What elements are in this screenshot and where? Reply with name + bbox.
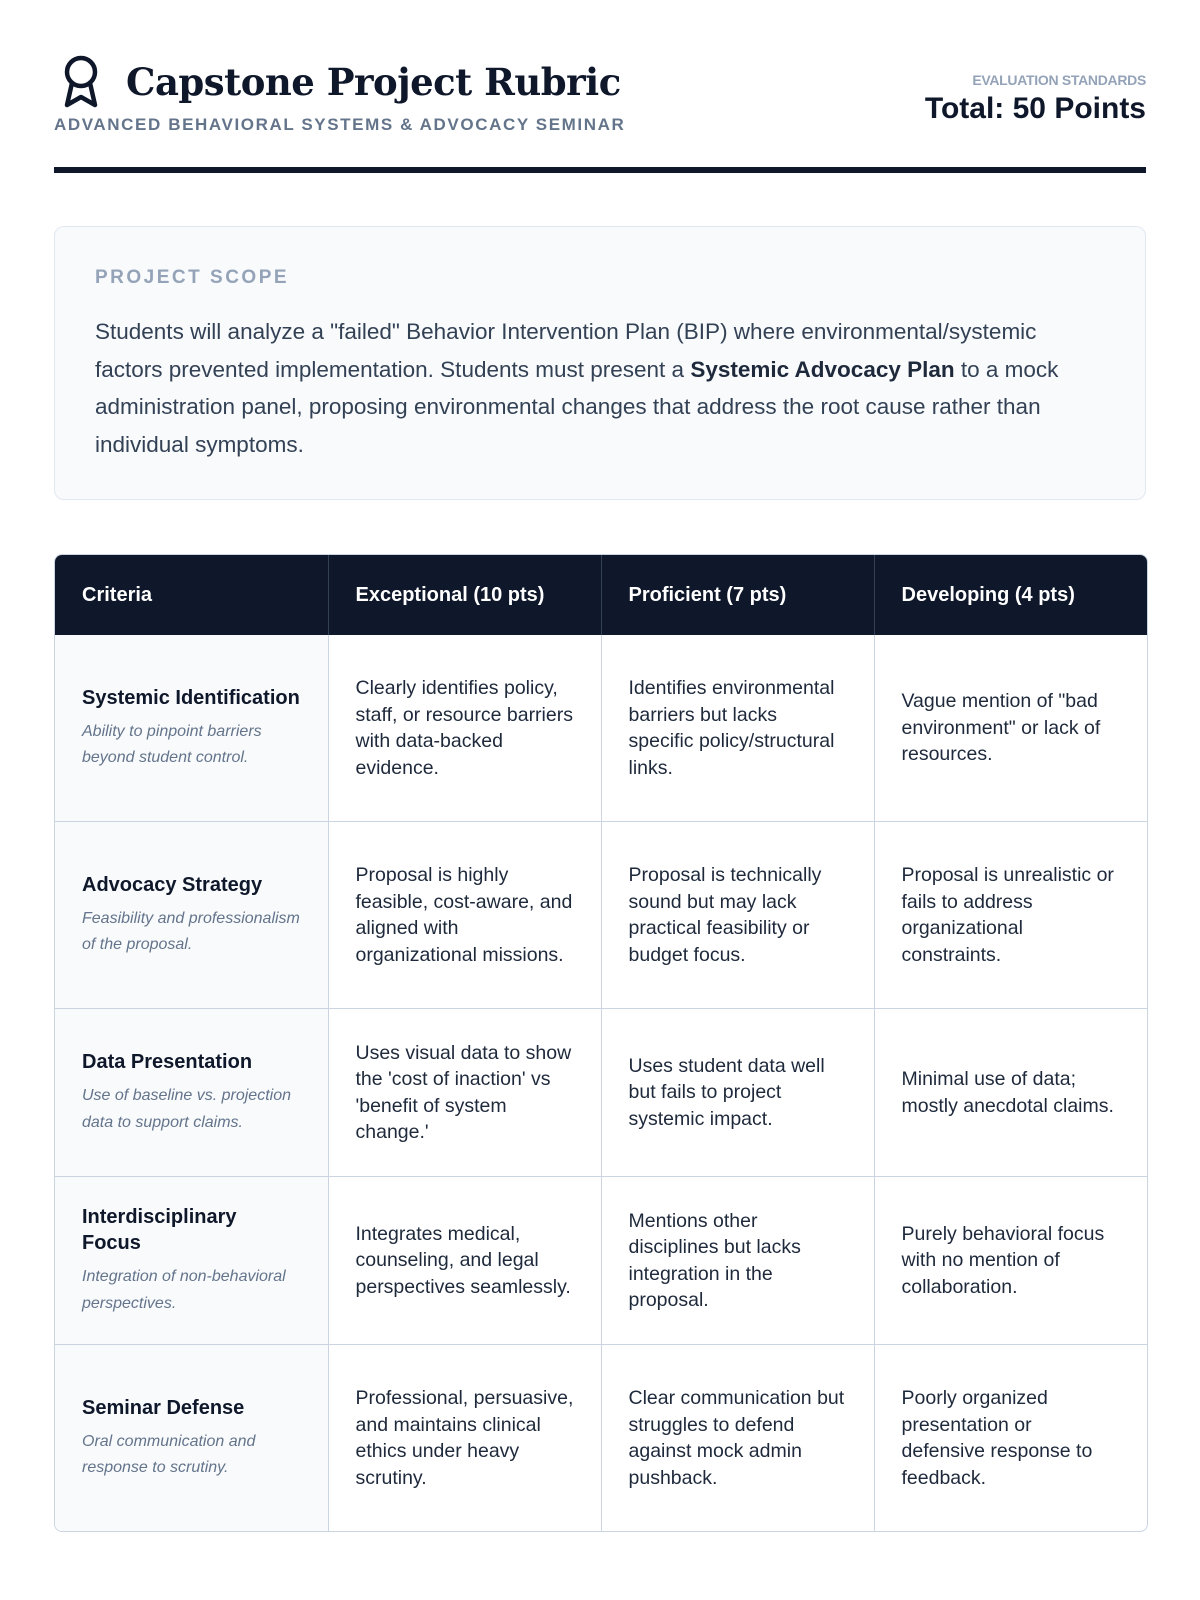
rubric-table-container: [54, 554, 1148, 1532]
developing-cell: Poorly organized presentation or defensive response to feedback.: [874, 1345, 1147, 1532]
exceptional-cell: Integrates medical, counseling, and legal perspectives seamlessly.: [328, 1177, 601, 1345]
exceptional-cell: Uses visual data to show the 'cost of inaction' vs 'benefit of system change.': [328, 1009, 601, 1177]
criteria-description: Integration of non-behavioral perspectives.: [82, 1268, 286, 1312]
criteria-cell: [55, 635, 328, 822]
criteria-name: Systemic Identification: [82, 686, 300, 709]
criteria-name: Data Presentation: [82, 1051, 253, 1073]
exceptional-cell: Clearly identifies policy, staff, or resource barriers with data-backed evidence.: [328, 635, 601, 822]
developing-cell: Proposal is unrealistic or fails to address organizational constraints.: [874, 822, 1147, 1009]
header-left: [54, 55, 625, 135]
proficient-cell: Identifies environmental barriers but lacks specific policy/structural links.: [601, 635, 874, 822]
scope-text-intro: Students will analyze a "failed" Behavior Intervention Plan (BIP) where environmental/systemic factors prevented implementation. Students must present a: [95, 319, 1037, 382]
column-header-developing: Developing (4 pts): [874, 555, 1147, 635]
scope-text-emphasis: Systemic Advocacy Plan: [690, 356, 955, 382]
criteria-name: Seminar Defense: [82, 1396, 245, 1419]
exceptional-cell: Professional, persuasive, and maintains clinical ethics under heavy scrutiny.: [328, 1345, 601, 1532]
developing-cell: Vague mention of "bad environment" or lack of resources.: [901, 690, 1101, 766]
criteria-description: Ability to pinpoint barriers beyond student control.: [82, 722, 262, 766]
award-ribbon-icon: [60, 55, 102, 109]
proficient-cell: Mentions other disciplines but lacks integration in the proposal.: [601, 1177, 874, 1345]
table-row: [55, 1177, 1147, 1345]
project-scope-label: PROJECT SCOPE: [95, 267, 290, 288]
page-subtitle: ADVANCED BEHAVIORAL SYSTEMS & ADVOCACY SEMINAR: [54, 115, 626, 134]
scope-text-conclusion: to a mock administration panel, proposing environmental changes that address the root cause rather than individual symptoms.: [95, 356, 1059, 457]
criteria-name: Advocacy Strategy: [82, 873, 263, 896]
page-header: [54, 55, 1146, 173]
rubric-table: [55, 555, 1147, 1531]
developing-cell: Minimal use of data; mostly anecdotal claims.: [874, 1009, 1147, 1177]
criteria-name: Interdisciplinary Focus: [82, 1206, 237, 1254]
project-scope-text: [95, 313, 1105, 463]
proficient-cell: Proposal is technically sound but may lack practical feasibility or budget focus.: [601, 822, 874, 1009]
project-scope-box: [54, 226, 1146, 500]
header-right: [925, 55, 1146, 126]
page-title: Capstone Project Rubric: [126, 60, 621, 104]
column-header-proficient: Proficient (7 pts): [601, 555, 874, 635]
table-row: [55, 822, 1147, 1009]
header-row: [55, 555, 1147, 635]
total-points: Total: 50 Points: [924, 92, 1146, 125]
criteria-description: Use of baseline vs. projection data to support claims.: [82, 1087, 291, 1131]
evaluation-label: EVALUATION STANDARDS: [972, 72, 1146, 88]
rubric-table-body: [55, 635, 1147, 1531]
exceptional-cell: Proposal is highly feasible, cost-aware, and aligned with organizational missions.: [328, 822, 601, 1009]
column-header-criteria: Criteria: [55, 555, 328, 635]
title-row: [54, 55, 625, 109]
criteria-cell: [55, 822, 328, 1009]
developing-cell: Purely behavioral focus with no mention of collaboration.: [874, 1177, 1147, 1345]
criteria-description: Feasibility and professionalism of the proposal.: [82, 909, 300, 953]
criteria-cell: [55, 1345, 328, 1532]
column-header-exceptional: Exceptional (10 pts): [328, 555, 601, 635]
table-row: [55, 1345, 1147, 1532]
criteria-cell: [55, 1009, 328, 1177]
table-row: [55, 1009, 1147, 1177]
proficient-cell: Uses student data well but fails to project systemic impact.: [601, 1009, 874, 1177]
proficient-cell: Clear communication but struggles to defend against mock admin pushback.: [601, 1345, 874, 1532]
criteria-description: Oral communication and response to scrutiny.: [82, 1432, 256, 1476]
rubric-table-header: [55, 555, 1147, 635]
table-row: [55, 635, 1147, 822]
criteria-cell: [55, 1177, 328, 1345]
